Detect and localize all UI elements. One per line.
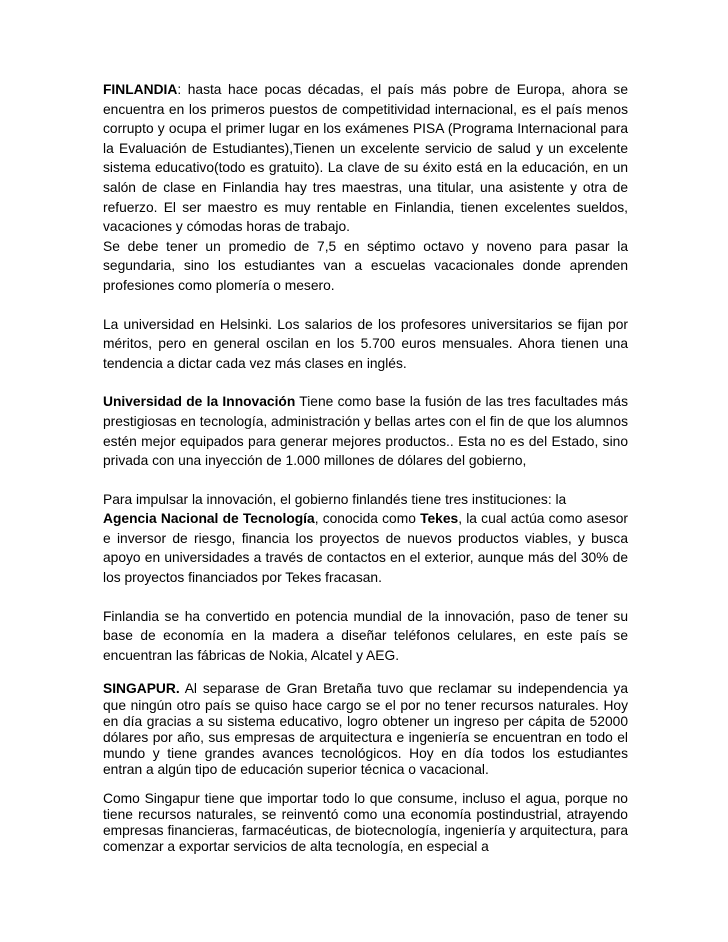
paragraph-impulsar-rest: , la cual actúa como asesor e inversor de riesgo, financia los proyectos de nuevos productos viables, y busca apoyo en universidades a través de contactos en el exterior, aunque más del 30% de los proyectos financiados por Tekes fracasan. — [103, 511, 628, 586]
term-agencia-nacional: Agencia Nacional de Tecnología — [103, 511, 315, 527]
paragraph-finlandia-text: : hasta hace pocas décadas, el país más pobre de Europa, ahora se encuentra en los primeros puestos de competitividad internacional, es el país menos corrupto y ocupa el primer lugar en los exámenes PISA (Programa Internacional para la Evaluación de Estudiantes),Tienen un excelente servicio de salud y un excelente sistema educativo(todo es gratuito). La clave de su éxito está en la educación, en un salón de clase en Finlandia hay tres maestras, una titular, una asistente y otra de refuerzo. El ser maestro es muy rentable en Finlandia, tienen excelentes sueldos, vacaciones y cómodas horas de trabajo. — [103, 82, 628, 235]
heading-singapur: SINGAPUR. — [103, 681, 180, 697]
paragraph-impulsar-mid: , conocida como — [314, 511, 421, 527]
heading-universidad-innovacion: Universidad de la Innovación — [103, 394, 296, 410]
paragraph-singapur-importar: Como Singapur tiene que importar todo lo que consume, incluso el agua, porque no tiene recursos naturales, se reinventó como una economía postindustrial, atrayendo empresas financieras, farmacéuticas, de biotecnología, ingeniería y arquitectura, para comenzar a exportar servicios de alta tecnología, en especial a — [103, 791, 628, 855]
paragraph-singapur — [103, 681, 628, 778]
term-tekes: Tekes — [420, 511, 459, 527]
paragraph-universidad-innovacion — [103, 392, 628, 470]
paragraph-finlandia — [103, 80, 628, 237]
paragraph-potencia-mundial: Finlandia se ha convertido en potencia mundial de la innovación, paso de tener su base de economía en la madera a diseñar teléfonos celulares, en este país se encuentran las fábricas de Nokia, Alcatel y AEG. — [103, 608, 628, 663]
paragraph-impulsar-line1: Para impulsar la innovación, el gobierno finlandés tiene tres instituciones: la — [103, 491, 567, 507]
paragraph-universidad-innovacion-text: Tiene como base la fusión de las tres facultades más prestigiosas en tecnología, administración y bellas artes con el fin de que los alumnos estén mejor equipados para generar mejores productos.. Esta no es del Estado, sino privada con una inyección de 1.000 millones de dólares del gobierno, — [103, 394, 628, 469]
paragraph-universidad-helsinki: La universidad en Helsinki. Los salarios de los profesores universitarios se fijan por méritos, pero en general oscilan en los 5.700 euros mensuales. Ahora tienen una tendencia a dictar cada vez más clases en inglés. — [103, 316, 628, 371]
paragraph-impulsar-innovacion — [103, 490, 628, 588]
paragraph-promedio: Se debe tener un promedio de 7,5 en séptimo octavo y noveno para pasar la segundaria, sino los estudiantes van a escuelas vacacionales donde aprenden profesiones como plomería o mesero. — [103, 238, 628, 293]
document-page — [103, 80, 628, 855]
heading-finlandia: FINLANDIA — [103, 82, 178, 97]
paragraph-singapur-text: Al separase de Gran Bretaña tuvo que reclamar su independencia ya que ningún otro país se quiso hace cargo se el por no tener recursos naturales. Hoy en día gracias a su sistema educativo, logro obtener un ingreso per cápita de 52000 dólares por año, sus empresas de arquitectura e ingeniería se encuentran en todo el mundo y tiene grandes avances tecnológicos. Hoy en día todos los estudiantes entran a algún tipo de educación superior técnica o vacacional. — [103, 681, 628, 777]
